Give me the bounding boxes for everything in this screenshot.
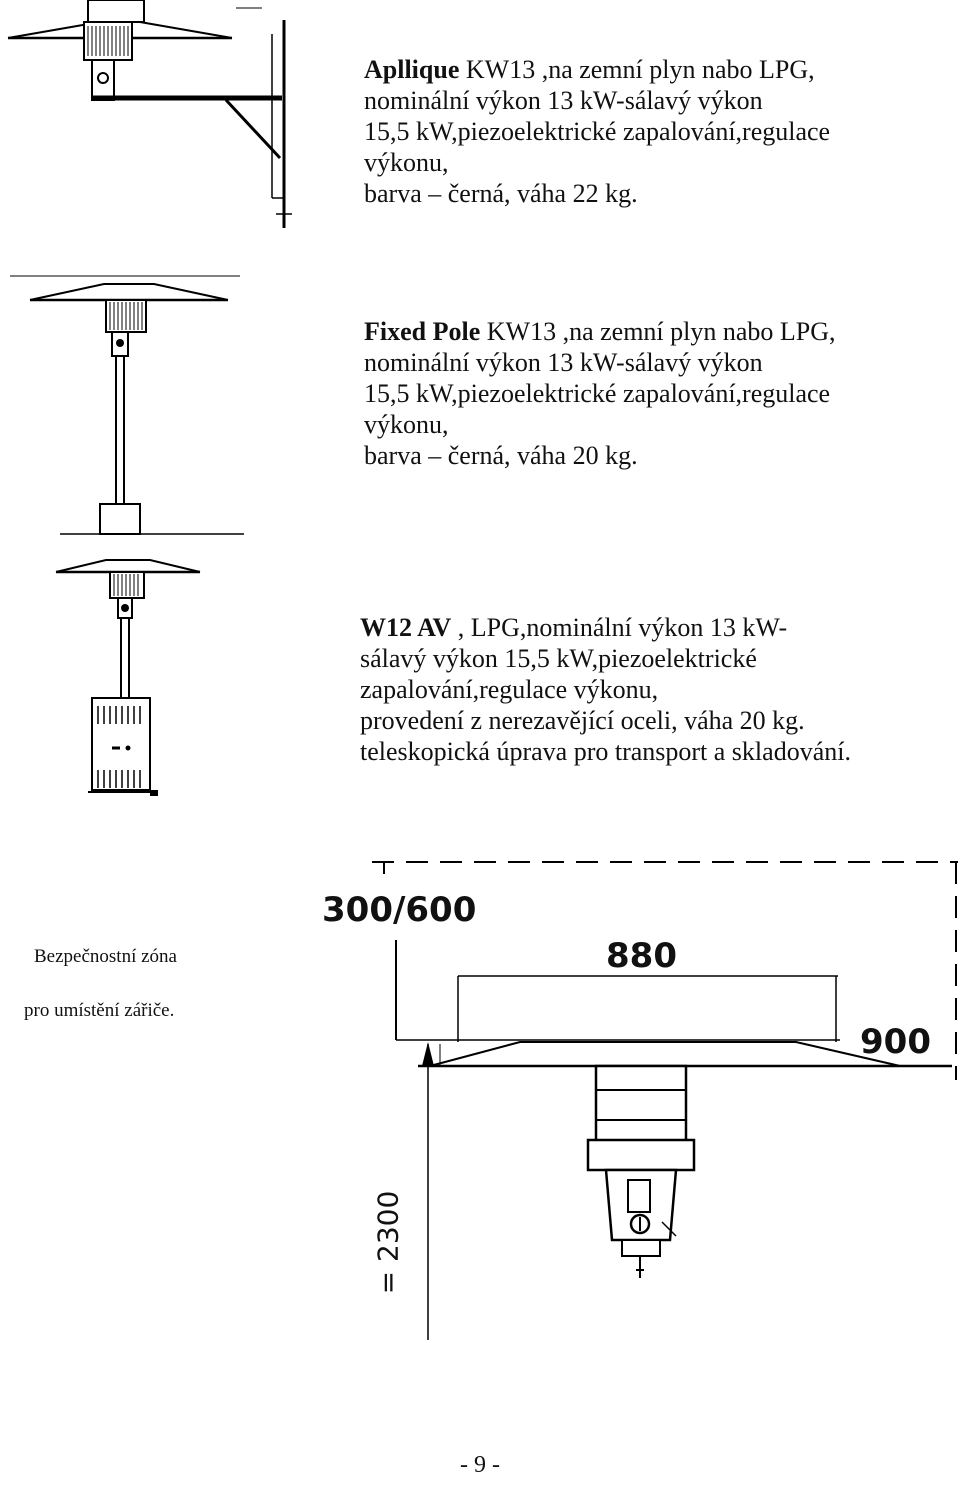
product-description-apllique: Apllique KW13 ,na zemní plyn nabo LPG, nominální výkon 13 kW-sálavý výkon 15,5 kW,piezoelektrické zapalování,regulace výkonu, barva – černá, váha 22 kg. — [364, 55, 831, 208]
product-description-fixed-pole: Fixed Pole KW13 ,na zemní plyn nabo LPG, nominální výkon 13 kW-sálavý výkon 15,5 kW,piezoelektrické zapalování,regulace výkonu, barva – černá, váha 20 kg. — [364, 317, 836, 470]
page-number: - 9 - — [460, 1452, 500, 1478]
dimension-width: 880 — [606, 936, 677, 976]
dimension-side: 900 — [860, 1022, 931, 1062]
safety-zone-label-line1: Bezpečnostní zóna — [34, 946, 177, 967]
product-name: Fixed Pole — [364, 317, 481, 346]
dimension-top-clearance: 300/600 — [322, 890, 477, 930]
dimension-height: = 2300 — [371, 1190, 405, 1295]
safety-zone-label-line2: pro umístění zářiče. — [24, 1000, 175, 1021]
product-name: W12 AV — [360, 613, 452, 642]
product-description-w12av: W12 AV , LPG,nominální výkon 13 kW- sálavý výkon 15,5 kW,piezoelektrické zapalování,regulace výkonu, provedení z nerezavějící oceli, váha 20 kg. teleskopická úprava pro transport a skladování. — [360, 613, 851, 766]
product-name: Apllique — [364, 55, 460, 84]
